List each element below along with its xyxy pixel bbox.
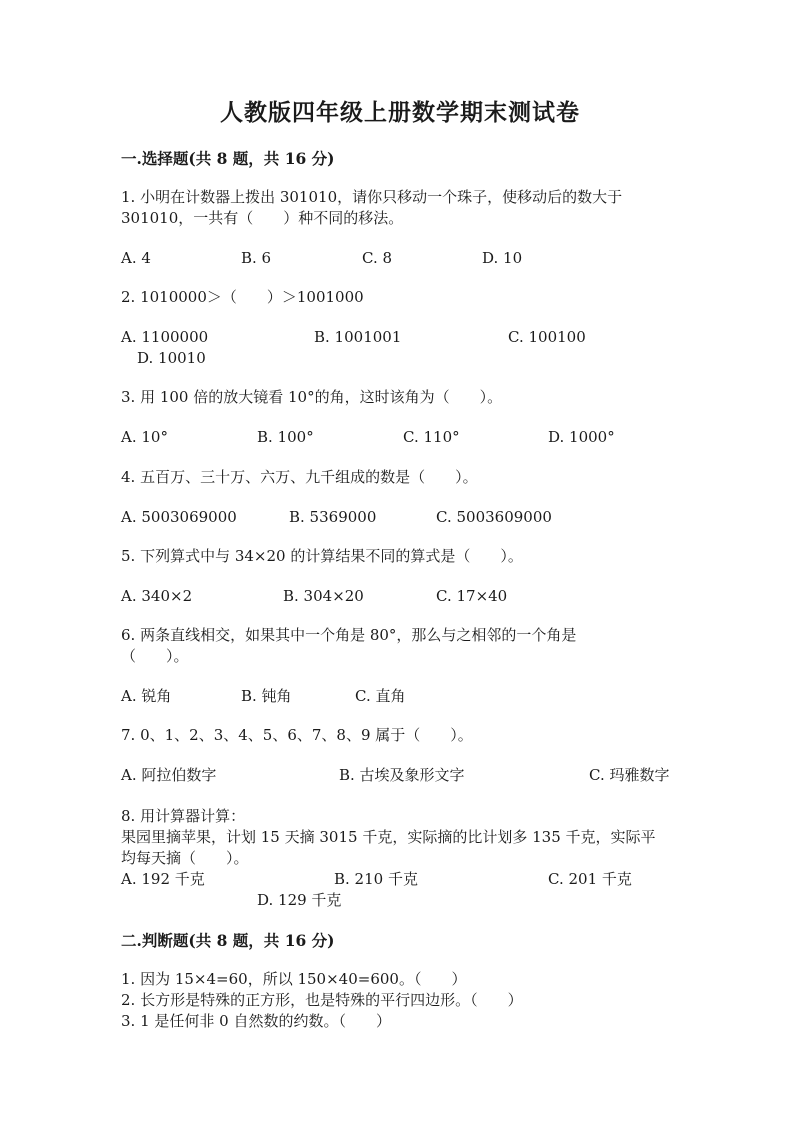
section-heading-true-false: 二.判断题(共 8 题，共 16 分) [121,931,335,950]
section-heading-choice: 一.选择题(共 8 题，共 16 分) [121,149,335,168]
question-1-option-c: C. 8 [362,249,393,267]
question-3-option-c: C. 110° [403,428,460,446]
question-2-line-1: 2. 1010000＞（ ）＞1001000 [121,288,364,306]
question-6-option-a: A. 锐角 [121,687,172,705]
question-6-line-2: （ ）。 [121,647,189,665]
question-2-option-b: B. 1001001 [314,328,402,346]
question-1-option-d: D. 10 [482,249,523,267]
question-5-option-c: C. 17×40 [436,587,508,605]
question-8-option-a: A. 192 千克 [121,870,205,888]
exam-title: 人教版四年级上册数学期末测试卷 [220,99,580,126]
question-7-line-1: 7. 0、1、2、3、4、5、6、7、8、9 属于（ ）。 [121,726,473,744]
question-6-option-b: B. 钝角 [241,687,292,705]
question-8-option-b: B. 210 千克 [334,870,418,888]
question-4-option-b: B. 5369000 [289,508,377,526]
question-3-option-b: B. 100° [257,428,314,446]
question-4-option-c: C. 5003609000 [436,508,552,526]
question-8-line-3: 均每天摘（ ）。 [121,849,249,867]
question-4-option-a: A. 5003069000 [121,508,237,526]
question-5-option-b: B. 304×20 [283,587,364,605]
judge-question-3: 3. 1 是任何非 0 自然数的约数。（ ） [121,1012,391,1030]
question-8-option-d: D. 129 千克 [257,891,342,909]
judge-question-2: 2. 长方形是特殊的正方形，也是特殊的平行四边形。（ ） [121,991,523,1009]
question-1-line-1: 1. 小明在计数器上拨出 301010，请你只移动一个珠子，使移动后的数大于 [121,188,623,206]
question-7-option-b: B. 古埃及象形文字 [339,766,465,784]
question-6-line-1: 6. 两条直线相交，如果其中一个角是 80°，那么与之相邻的一个角是 [121,626,577,644]
question-2-option-a: A. 1100000 [121,328,209,346]
question-8-line-2: 果园里摘苹果，计划 15 天摘 3015 千克，实际摘的比计划多 135 千克，实际平 [121,828,656,846]
question-5-line-1: 5. 下列算式中与 34×20 的计算结果不同的算式是（ ）。 [121,547,523,565]
question-3-option-d: D. 1000° [548,428,615,446]
question-1-option-a: A. 4 [121,249,151,267]
question-2-option-c: C. 100100 [508,328,586,346]
question-3-option-a: A. 10° [121,428,168,446]
question-8-option-c: C. 201 千克 [548,870,632,888]
question-1-line-2: 301010，一共有（ ）种不同的移法。 [121,209,404,227]
judge-question-1: 1. 因为 15×4=60，所以 150×40=600。（ ） [121,970,467,988]
question-2-option-d: D. 10010 [137,349,206,367]
question-3-line-1: 3. 用 100 倍的放大镜看 10°的角，这时该角为（ ）。 [121,388,503,406]
question-8-line-1: 8. 用计算器计算： [121,807,246,825]
question-1-option-b: B. 6 [241,249,272,267]
question-6-option-c: C. 直角 [355,687,406,705]
question-4-line-1: 4. 五百万、三十万、六万、九千组成的数是（ ）。 [121,468,478,486]
question-7-option-c: C. 玛雅数字 [589,766,670,784]
question-5-option-a: A. 340×2 [121,587,193,605]
question-7-option-a: A. 阿拉伯数字 [121,766,217,784]
